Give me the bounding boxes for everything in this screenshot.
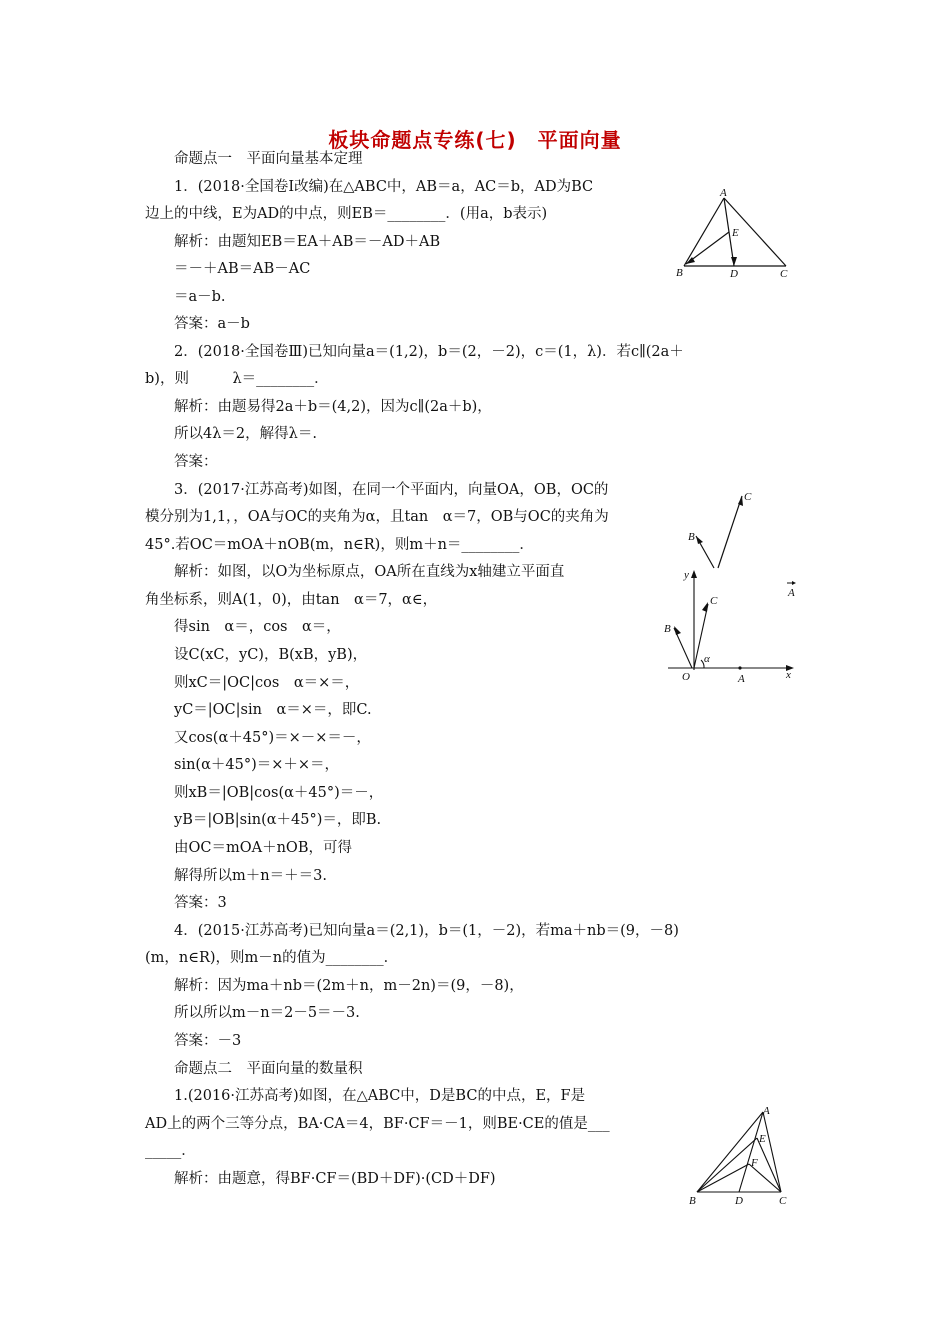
- answer-line: 答案：a－b: [174, 316, 250, 332]
- answer-line: 答案：3: [174, 895, 227, 911]
- text-line: ＝a－b.: [174, 289, 226, 305]
- text-line: 3．(2017·江苏高考)如图，在同一个平面内，向量OA，OB，OC的: [174, 482, 609, 498]
- text-line: 得sin α＝，cos α＝，: [174, 619, 341, 635]
- text-line: (m，n∈R)，则m－n的值为________．: [145, 950, 399, 966]
- text-line: 所以4λ＝2，解得λ＝.: [174, 426, 317, 442]
- text-line: 又cos(α＋45°)＝×－×＝－，: [174, 730, 371, 746]
- text-line: 模分别为1,1，，OA与OC的夹角为α，且tan α＝7，OB与OC的夹角为: [145, 509, 609, 525]
- text-line: 2．(2018·全国卷Ⅲ)已知向量a＝(1,2)，b＝(2，－2)，c＝(1，λ)．若c∥(2a＋: [174, 344, 684, 360]
- text-line: 边上的中线，E为AD的中点，则EB＝________．(用a，b表示): [145, 206, 548, 222]
- point-label: O: [682, 671, 690, 683]
- text-line: 则xB＝|OB|cos(α＋45°)＝－，: [174, 785, 384, 801]
- text-line: AD上的两个三等分点，BA·CA＝4，BF·CF＝－1，则BE·CE的值是___: [145, 1116, 610, 1132]
- svg-text:A: A: [788, 587, 795, 598]
- vertex-label: C: [779, 1195, 787, 1207]
- text-line: 1.(2016·江苏高考)如图，在△ABC中，D是BC的中点，E，F是: [174, 1088, 586, 1104]
- vertex-label: F: [751, 1157, 758, 1169]
- text-line: 设C(xC，yC)，B(xB，yB)，: [174, 647, 368, 663]
- page-title: 板块命题点专练(七) 平面向量: [328, 128, 622, 152]
- triangle-figure-1: [670, 186, 800, 282]
- vertex-label: C: [780, 268, 788, 280]
- text-line: 解析：由题意，得BF·CF＝(BD＋DF)·(CD＋DF): [174, 1171, 496, 1187]
- text-line: 45°.若OC＝mOA＋nOB(m，n∈R)，则m＋n＝________．: [145, 537, 534, 553]
- answer-line: 答案：－3: [174, 1033, 242, 1049]
- vertex-label: D: [730, 268, 738, 280]
- vector-figure-2: [680, 488, 760, 570]
- text-line: 解析：因为ma＋nb＝(2m＋n，m－2n)＝(9，－8)，: [174, 978, 524, 994]
- vertex-label: E: [732, 227, 739, 239]
- text-line: 1．(2018·全国卷Ⅰ改编)在△ABC中，AB＝a，AC＝b，AD为BC: [174, 179, 594, 195]
- vector-label: B: [688, 531, 695, 543]
- text-line: 解析：由题知EB＝EA＋AB＝－AD＋AB: [174, 234, 441, 250]
- text-line: 4．(2015·江苏高考)已知向量a＝(2,1)，b＝(1，－2)，若ma＋nb＝(9，－8): [174, 923, 679, 939]
- text-line: 解析：由题易得2a＋b＝(4,2)，因为c∥(2a＋b)，: [174, 399, 492, 415]
- vector-label: C: [744, 491, 752, 503]
- vector-label: B: [664, 623, 671, 635]
- text-line: 角坐标系，则A(1，0)，由tan α＝7，α∈，: [145, 592, 438, 608]
- triangle-figure-4: [685, 1104, 795, 1210]
- text-line: sin(α＋45°)＝×＋×＝，: [174, 757, 340, 773]
- vertex-label: B: [689, 1195, 696, 1207]
- text-line: yB＝|OB|sin(α＋45°)＝，即B.: [174, 812, 382, 828]
- text-line: 所以所以m－n＝2－5＝－3.: [174, 1005, 360, 1021]
- text-line: 解得所以m＋n＝＋＝3.: [174, 868, 327, 884]
- text-line: ＝－＋AB＝AB－AC: [174, 261, 311, 277]
- text-line: b)，则 λ＝________．: [145, 371, 329, 387]
- coordinate-figure-3: [660, 562, 800, 686]
- section-heading-2: 命题点二 平面向量的数量积: [174, 1061, 363, 1077]
- text-line: 解析：如图，以O为坐标原点，OA所在直线为x轴建立平面直: [174, 564, 565, 580]
- point-label: A: [738, 673, 745, 685]
- text-line: yC＝|OC|sin α＝×＝，即C.: [174, 702, 372, 718]
- section-heading-1: 命题点一 平面向量基本定理: [174, 151, 363, 167]
- answer-line: 答案：: [174, 454, 218, 470]
- vertex-label: A: [720, 187, 727, 199]
- vector-label: C: [710, 595, 718, 607]
- vertex-label: A: [763, 1105, 770, 1117]
- text-line: 则xC＝|OC|cos α＝×＝，: [174, 675, 360, 691]
- vertex-label: D: [735, 1195, 743, 1207]
- text-line: 由OC＝mOA＋nOB，可得: [174, 840, 352, 856]
- axis-label: x: [786, 669, 791, 681]
- vertex-label: E: [759, 1133, 766, 1145]
- vertex-label: B: [676, 267, 683, 279]
- axis-label: y: [684, 569, 689, 581]
- angle-label: α: [704, 653, 710, 665]
- text-line: _____．: [145, 1143, 196, 1159]
